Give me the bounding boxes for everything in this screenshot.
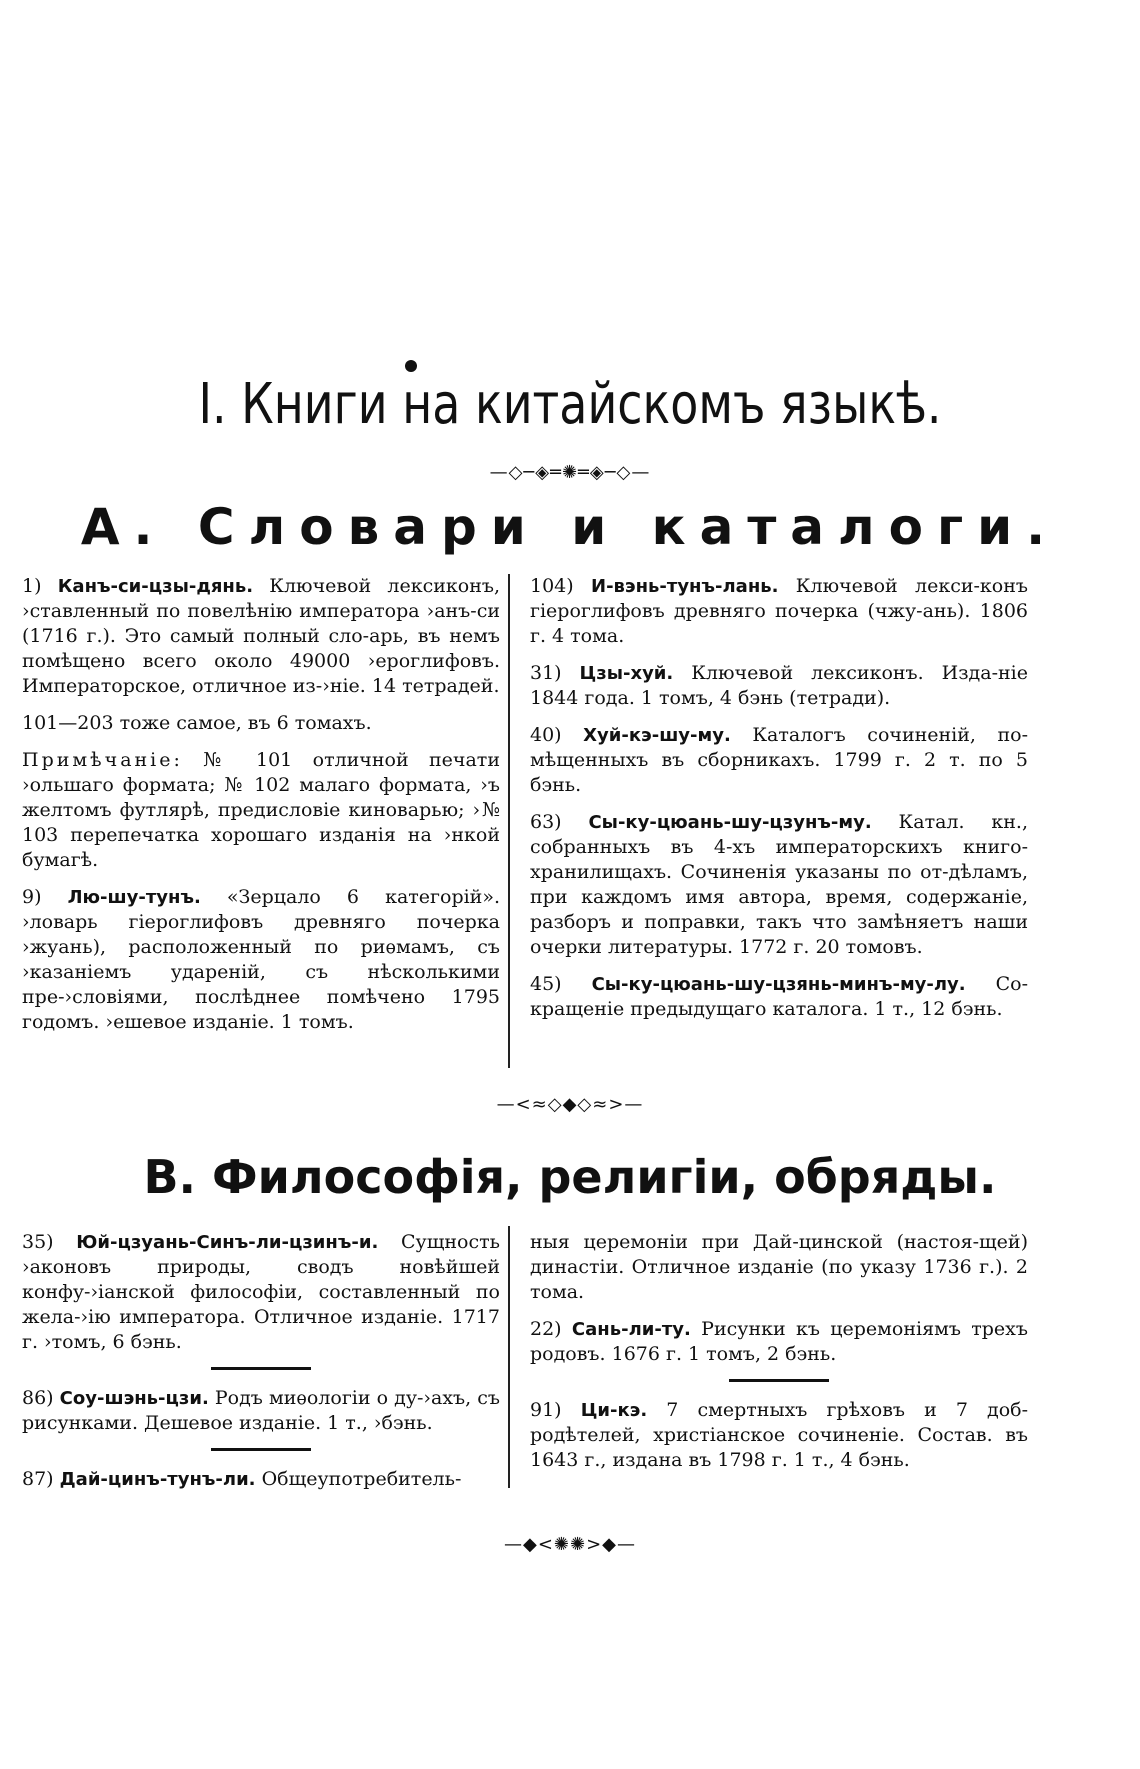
- entry: 9) Лю-шу-тунъ. «Зерцало 6 категорій». ›ловарь гіероглифовъ древняго почерка ›жуань), расположенный по риѳмамъ, съ ›казаніемъ удареній, съ нѣсколькими пре-›словіями, послѣднее помѣчено 1795 годомъ. ›ешевое изданіе. 1 томъ.: [22, 886, 501, 1033]
- section-a-right-column: [530, 574, 1028, 1034]
- entry: 31) Цзы-хуй. Ключевой лексиконъ. Изда-ніе 1844 года. 1 томъ, 4 бэнь (тетради).: [530, 662, 1028, 709]
- section-a-title: А. Словари и каталоги.: [80, 498, 1060, 556]
- ornament-middle: —<≈◇◆◇≈>—: [496, 1094, 644, 1115]
- entry: 1) Канъ-си-цзы-дянь. Ключевой лексиконъ, ›ставленный по повелѣнію императора ›анъ-си (1716 г.). Это самый полный сло-арь, въ немъ помѣщено всего около 49000 ›ероглифовъ. Императорское, отличное из-›ніе. 14 тетрадей.: [22, 575, 500, 697]
- entry-separator: [729, 1379, 829, 1382]
- entry-text: Ключевой лексиконъ, ›ставленный по повелѣнію императора ›анъ-си (1716 г.). Это самый полный сло-арь, въ немъ помѣщено всего около 49000 ›ероглифовъ. Императорское, отличное из-›ніе. 14 тетрадей.: [22, 575, 500, 697]
- entry: 104) И-вэнь-тунъ-лань. Ключевой лекси-конъ гіероглифовъ древняго почерка (чжу-ань). 1806 г. 4 тома.: [530, 575, 1028, 647]
- entry-title: Юй-цзуань-Синъ-ли-цзинъ-и.: [76, 1232, 379, 1253]
- ornament-bottom: —◆<✺✺>◆—: [503, 1534, 636, 1555]
- entry: 22) Сань-ли-ту. Рисунки къ церемоніямъ трехъ родовъ. 1676 г. 1 томъ, 2 бэнь.: [530, 1318, 1028, 1365]
- entry-text: Общеупотребитель-: [261, 1468, 462, 1490]
- section-b-right-column: [530, 1230, 1028, 1485]
- entry: 45) Сы-ку-цюань-шу-цзянь-минъ-му-лу. Со-кращеніе предыдущаго каталога. 1 т., 12 бэнь.: [530, 973, 1028, 1020]
- note: [22, 748, 500, 873]
- chapter-title: I. Книги на китайскомъ языкѣ.: [198, 372, 942, 437]
- entry-title: Сы-ку-цюань-шу-цзунъ-му.: [588, 812, 872, 833]
- entry-text: Рисунки къ церемоніямъ трехъ родовъ. 1676 г. 1 томъ, 2 бэнь.: [530, 1318, 1028, 1365]
- entry-text: 101—203 тоже самое, въ 6 томахъ.: [22, 712, 372, 734]
- entry-text: ныя церемоніи при Дай-цинской (настоя-щей) династіи. Отличное изданіе (по указу 1736 г.). 2 тома.: [530, 1231, 1028, 1303]
- entry-text: Ключевой лекси-конъ гіероглифовъ древняго почерка (чжу-ань). 1806 г. 4 тома.: [530, 575, 1028, 647]
- section-b-left-column: [22, 1230, 500, 1504]
- entry: 86) Соу-шэнь-цзи. Родъ миѳологіи о ду-›ахъ, съ рисунками. Дешевое изданіе. 1 т., ›бэнь.: [22, 1387, 500, 1434]
- entry-title: Канъ-си-цзы-дянь.: [57, 576, 254, 597]
- entry-text: 7 смертныхъ грѣховъ и 7 доб-родѣтелей, христіанское сочиненіе. Состав. въ 1643 г., издана въ 1798 г. 1 т., 4 бэнь.: [530, 1399, 1028, 1471]
- ornament-top: —◇─◈═✺═◈─◇—: [489, 462, 651, 483]
- note-label: Примѣчаніе:: [22, 749, 183, 771]
- entry-title: Соу-шэнь-цзи.: [59, 1388, 209, 1409]
- section-a-left-column: [22, 574, 500, 1047]
- entry-title: Хуй-кэ-шу-му.: [583, 725, 731, 746]
- section-b-title: В. Философія, религіи, обряды.: [143, 1150, 997, 1204]
- ink-spot: [405, 360, 417, 372]
- entry: 40) Хуй-кэ-шу-му. Каталогъ сочиненій, по-мѣщенныхъ въ сборникахъ. 1799 г. 2 т. по 5 бэнь.: [530, 724, 1029, 796]
- entry-separator: [211, 1448, 311, 1451]
- entry-title: И-вэнь-тунъ-лань.: [591, 576, 779, 597]
- entry: [530, 1230, 1028, 1305]
- entry-text: Катал. кн., собранныхъ въ 4-хъ императорскихъ книго-хранилищахъ. Сочиненія указаны по от-дѣламъ, при каждомъ имя автора, время, содержаніе, разборъ и поправки, такъ что замѣняетъ наши очерки литературы. 1772 г. 20 томовъ.: [530, 811, 1028, 958]
- entry-text: «Зерцало 6 категорій». ›ловарь гіероглифовъ древняго почерка ›жуань), расположенный по риѳмамъ, съ ›казаніемъ удареній, съ нѣсколькими пре-›словіями, послѣднее помѣчено 1795 годомъ. ›ешевое изданіе. 1 томъ.: [22, 886, 501, 1033]
- entry: 63) Сы-ку-цюань-шу-цзунъ-му. Катал. кн., собранныхъ въ 4-хъ императорскихъ книго-хранилищахъ. Сочиненія указаны по от-дѣламъ, при каждомъ имя автора, время, содержаніе, разборъ и поправки, такъ что замѣняетъ наши очерки литературы. 1772 г. 20 томовъ.: [530, 811, 1028, 958]
- entry: 35) Юй-цзуань-Синъ-ли-цзинъ-и. Сущность ›аконовъ природы, сводъ новѣйшей конфу-›іанской философіи, составленный по жела-›ію императора. Отличное изданіе. 1717 г. ›томъ, 6 бэнь.: [22, 1231, 500, 1353]
- entry-title: Ци-кэ.: [580, 1400, 648, 1421]
- entry-text: Сущность ›аконовъ природы, сводъ новѣйшей конфу-›іанской философіи, составленный по жела-›ію императора. Отличное изданіе. 1717 г. ›томъ, 6 бэнь.: [22, 1231, 500, 1353]
- column-divider-b: [508, 1226, 510, 1488]
- entry-text: Ключевой лексиконъ. Изда-ніе 1844 года. 1 томъ, 4 бэнь (тетради).: [530, 662, 1028, 709]
- entry-text: Со-кращеніе предыдущаго каталога. 1 т., 12 бэнь.: [530, 973, 1028, 1020]
- note-text: № 101 отличной печати ›ольшаго формата; № 102 малаго формата, ›ъ желтомъ футлярѣ, предисловіе киноварью; ›№ 103 перепечатка хорошаго изданія на ›нкой бумагѣ.: [22, 749, 500, 871]
- column-divider-a: [508, 574, 510, 1068]
- entry-title: Сы-ку-цюань-шу-цзянь-минъ-му-лу.: [591, 974, 966, 995]
- entry-title: Сань-ли-ту.: [571, 1319, 691, 1340]
- entry-separator: [211, 1367, 311, 1370]
- entry-title: Лю-шу-тунъ.: [67, 887, 201, 908]
- entry-title: Дай-цинъ-тунъ-ли.: [59, 1469, 256, 1490]
- entry-title: Цзы-хуй.: [579, 663, 674, 684]
- entry: [22, 711, 500, 736]
- entry-text: Родъ миѳологіи о ду-›ахъ, съ рисунками. Дешевое изданіе. 1 т., ›бэнь.: [22, 1387, 500, 1434]
- entry: 87) Дай-цинъ-тунъ-ли. Общеупотребитель-: [22, 1468, 462, 1490]
- entry-text: Каталогъ сочиненій, по-мѣщенныхъ въ сборникахъ. 1799 г. 2 т. по 5 бэнь.: [530, 724, 1029, 796]
- entry: 91) Ци-кэ. 7 смертныхъ грѣховъ и 7 доб-родѣтелей, христіанское сочиненіе. Состав. въ 1643 г., издана въ 1798 г. 1 т., 4 бэнь.: [530, 1399, 1028, 1471]
